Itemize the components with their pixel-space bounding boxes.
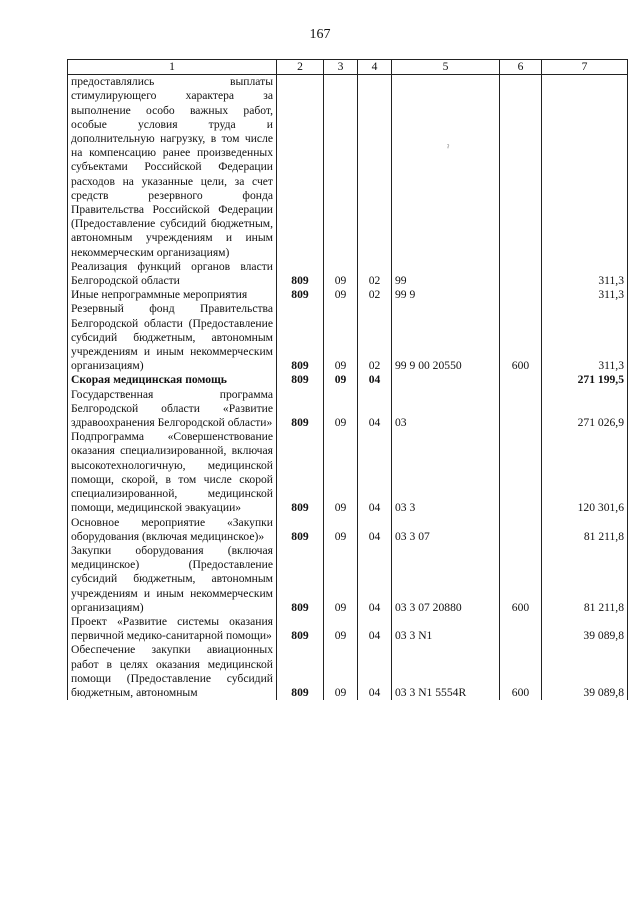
row-name: Подпрограмма «Совершенствование оказания специализированной, включая высокотехнологичную, медицинской помощи, скорой, в том числе скорой специализированной, медицинской помощи, медицинской эвакуации» bbox=[68, 430, 277, 515]
row-rz: 09 bbox=[324, 388, 358, 431]
row-pr: 04 bbox=[358, 516, 392, 544]
row-pr: 02 bbox=[358, 302, 392, 373]
row-vr bbox=[500, 388, 542, 431]
row-pr: 04 bbox=[358, 430, 392, 515]
row-ved bbox=[277, 75, 324, 260]
header-col-6: 6 bbox=[500, 60, 542, 75]
scan-speck: ˀ bbox=[447, 143, 450, 153]
row-rz: 09 bbox=[324, 302, 358, 373]
row-pr: 04 bbox=[358, 388, 392, 431]
row-csr: 03 3 N1 5554R bbox=[392, 643, 500, 700]
row-sum: 311,3 bbox=[542, 302, 628, 373]
row-name: Резервный фонд Правительства Белгородской области (Предоставление субсидий бюджетным, автономным учреждениям и иным некоммерческим организациям) bbox=[68, 302, 277, 373]
table-row bbox=[68, 260, 628, 288]
row-name: Обеспечение закупки авиационных работ в целях оказания медицинской помощи (Предоставление субсидий бюджетным, автономным bbox=[68, 643, 277, 700]
row-vr bbox=[500, 260, 542, 288]
row-vr: 600 bbox=[500, 544, 542, 615]
row-csr bbox=[392, 373, 500, 387]
row-sum: 271 199,5 bbox=[542, 373, 628, 387]
row-vr bbox=[500, 516, 542, 544]
table-body bbox=[68, 75, 628, 700]
row-pr: 02 bbox=[358, 260, 392, 288]
table-row bbox=[68, 643, 628, 700]
row-csr bbox=[392, 75, 500, 260]
header-col-5: 5 bbox=[392, 60, 500, 75]
row-ved: 809 bbox=[277, 288, 324, 302]
row-pr: 04 bbox=[358, 544, 392, 615]
row-pr: 02 bbox=[358, 288, 392, 302]
row-ved: 809 bbox=[277, 260, 324, 288]
row-ved: 809 bbox=[277, 302, 324, 373]
row-pr: 04 bbox=[358, 373, 392, 387]
table-row bbox=[68, 516, 628, 544]
row-sum: 39 089,8 bbox=[542, 615, 628, 643]
row-name: Государственная программа Белгородской области «Развитие здравоохранения Белгородской области» bbox=[68, 388, 277, 431]
row-rz: 09 bbox=[324, 288, 358, 302]
row-vr: 600 bbox=[500, 302, 542, 373]
row-ved: 809 bbox=[277, 388, 324, 431]
row-vr bbox=[500, 75, 542, 260]
row-sum: 39 089,8 bbox=[542, 643, 628, 700]
table-row bbox=[68, 288, 628, 302]
header-col-1: 1 bbox=[68, 60, 277, 75]
header-row bbox=[68, 60, 628, 75]
row-sum bbox=[542, 75, 628, 260]
row-name: Основное мероприятие «Закупки оборудования (включая медицинское)» bbox=[68, 516, 277, 544]
row-pr bbox=[358, 75, 392, 260]
row-rz: 09 bbox=[324, 430, 358, 515]
row-rz: 09 bbox=[324, 373, 358, 387]
header-col-7: 7 bbox=[542, 60, 628, 75]
row-ved: 809 bbox=[277, 544, 324, 615]
row-ved: 809 bbox=[277, 643, 324, 700]
row-name: Иные непрограммные мероприятия bbox=[68, 288, 277, 302]
row-vr bbox=[500, 615, 542, 643]
row-rz: 09 bbox=[324, 615, 358, 643]
header-col-4: 4 bbox=[358, 60, 392, 75]
row-csr: 03 3 bbox=[392, 430, 500, 515]
row-ved: 809 bbox=[277, 373, 324, 387]
row-rz: 09 bbox=[324, 643, 358, 700]
row-csr: 03 bbox=[392, 388, 500, 431]
row-name: Скорая медицинская помощь bbox=[68, 373, 277, 387]
row-rz: 09 bbox=[324, 260, 358, 288]
row-rz: 09 bbox=[324, 544, 358, 615]
table-row bbox=[68, 302, 628, 373]
row-csr: 03 3 N1 bbox=[392, 615, 500, 643]
row-csr: 03 3 07 20880 bbox=[392, 544, 500, 615]
row-csr: 99 9 00 20550 bbox=[392, 302, 500, 373]
row-sum: 311,3 bbox=[542, 260, 628, 288]
row-name: Реализация функций органов власти Белгородской области bbox=[68, 260, 277, 288]
row-sum: 120 301,6 bbox=[542, 430, 628, 515]
row-sum: 271 026,9 bbox=[542, 388, 628, 431]
row-name: Проект «Развитие системы оказания первичной медико-санитарной помощи» bbox=[68, 615, 277, 643]
table-row bbox=[68, 388, 628, 431]
row-vr bbox=[500, 373, 542, 387]
row-ved: 809 bbox=[277, 516, 324, 544]
table-row bbox=[68, 373, 628, 387]
row-pr: 04 bbox=[358, 615, 392, 643]
header-col-2: 2 bbox=[277, 60, 324, 75]
row-rz bbox=[324, 75, 358, 260]
row-vr bbox=[500, 430, 542, 515]
row-csr: 99 9 bbox=[392, 288, 500, 302]
header-col-3: 3 bbox=[324, 60, 358, 75]
row-sum: 311,3 bbox=[542, 288, 628, 302]
table-row bbox=[68, 430, 628, 515]
table-row bbox=[68, 75, 628, 260]
row-csr: 99 bbox=[392, 260, 500, 288]
row-ved: 809 bbox=[277, 430, 324, 515]
budget-table bbox=[67, 59, 628, 700]
row-pr: 04 bbox=[358, 643, 392, 700]
table-row bbox=[68, 615, 628, 643]
page-number: 167 bbox=[309, 27, 331, 42]
row-sum: 81 211,8 bbox=[542, 516, 628, 544]
row-name: Закупки оборудования (включая медицинское) (Предоставление субсидий бюджетным, автономным учреждениям и иным некоммерческим организациям) bbox=[68, 544, 277, 615]
row-sum: 81 211,8 bbox=[542, 544, 628, 615]
row-ved: 809 bbox=[277, 615, 324, 643]
row-csr: 03 3 07 bbox=[392, 516, 500, 544]
row-rz: 09 bbox=[324, 516, 358, 544]
row-vr: 600 bbox=[500, 643, 542, 700]
row-name: предоставлялись выплаты стимулирующего характера за выполнение особо важных работ, особые условия труда и дополнительную нагрузку, в том числе на компенсацию ранее произведенных субъектами Российской Федерации расходов на указанные цели, за счет средств резервного фонда Правительства Российской Федерации (Предоставление субсидий бюджетным, автономным учреждениям и иным некоммерческим организациям) bbox=[68, 75, 277, 260]
table-row bbox=[68, 544, 628, 615]
row-vr bbox=[500, 288, 542, 302]
